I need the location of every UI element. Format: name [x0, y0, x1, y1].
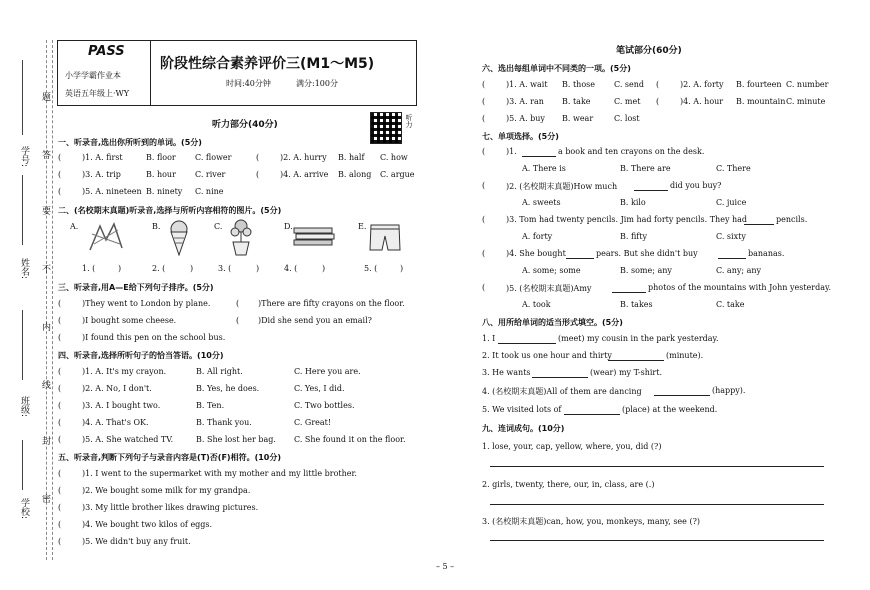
answer-blank: ) — [256, 264, 260, 273]
option-c: C. flower — [195, 153, 232, 162]
paren-open: ( — [58, 401, 62, 410]
paren-open: ( — [656, 97, 660, 106]
answer-blank[interactable]: 4. ( — [284, 264, 298, 273]
option-a: )4. A. hour — [680, 97, 724, 106]
picture-letter: D. — [284, 222, 293, 231]
option-c: C. Here you are. — [294, 367, 361, 376]
name-blank[interactable] — [22, 175, 23, 245]
written-heading: 笔试部分(60分) — [616, 46, 682, 56]
option-c: C. met — [614, 97, 641, 106]
option-c: C. She found it on the floor. — [294, 435, 406, 444]
paren-open: ( — [236, 299, 240, 308]
picture-letter: A. — [70, 222, 79, 231]
seal-char: 内 — [40, 322, 50, 331]
question-text: 2. It took us one hour and thirty — [482, 351, 612, 360]
option-a: )5. A. She watched TV. — [82, 435, 174, 444]
option-a: A. forty — [522, 232, 553, 241]
question-text: (minute). — [666, 351, 704, 360]
option-b: B. half — [338, 153, 365, 162]
option-a: )5. A. nineteen — [82, 187, 142, 196]
question-text: (wear) my T-shirt. — [590, 368, 663, 377]
qr-label: 听力 — [405, 114, 413, 128]
option-b: B. mountain — [736, 97, 786, 106]
question-text: (place) at the weekend. — [622, 405, 718, 414]
section-4-title: 四、听录音,选择所听句子的恰当答语。(10分) — [58, 351, 224, 360]
option-c: C. how — [380, 153, 408, 162]
question-text: (meet) my cousin in the park yesterday. — [558, 334, 719, 343]
sentence: )I found this pen on the school bus. — [82, 333, 226, 342]
series-name: 小学学霸作业本 — [65, 71, 121, 80]
option-b: B. ninety — [146, 187, 183, 196]
paren-open: ( — [482, 283, 486, 292]
fill-blank[interactable] — [564, 414, 620, 415]
question-text: 4. (名校期末真题)All of them are dancing — [482, 387, 642, 396]
seal-char: 答 — [40, 150, 50, 159]
answer-blank[interactable]: 1. ( — [82, 264, 96, 273]
sentence: )5. We didn't buy any fruit. — [82, 537, 191, 546]
paren-open: ( — [58, 153, 62, 162]
question-text: 1. lose, your, cap, yellow, where, you, did (?) — [482, 442, 662, 451]
option-c: C. argue — [380, 170, 415, 179]
paren-open: ( — [58, 367, 62, 376]
question-text: a book and ten crayons on the desk. — [558, 147, 705, 156]
option-c: C. juice — [716, 198, 747, 207]
question-text: bananas. — [748, 249, 785, 258]
header-divider — [150, 41, 151, 105]
answer-blank[interactable]: 3. ( — [218, 264, 232, 273]
paren-open: ( — [482, 97, 486, 106]
question-text: pears. But she didn't buy — [596, 249, 698, 258]
section-3-title: 三、听录音,用A—E给下列句子排序。(5分) — [58, 283, 214, 292]
section-7-title: 七、单项选择。(5分) — [482, 132, 559, 141]
option-c: C. minute — [786, 97, 826, 106]
paren-open: ( — [482, 147, 486, 156]
paren-open: ( — [656, 80, 660, 89]
question-text: 3. He wants — [482, 368, 531, 377]
option-a: )4. A. arrive — [280, 170, 329, 179]
paren-open: ( — [58, 333, 62, 342]
option-b: B. fourteen — [736, 80, 782, 89]
paren-open: ( — [482, 114, 486, 123]
fill-blank[interactable] — [612, 292, 646, 293]
paren-open: ( — [482, 249, 486, 258]
question-number: )1. — [506, 147, 517, 156]
exam-score: 满分:100分 — [296, 79, 338, 88]
seal-char: 封 — [40, 436, 50, 445]
option-b: B. take — [562, 97, 591, 106]
option-a: )2. A. No, I don't. — [82, 384, 152, 393]
option-b: B. kilo — [620, 198, 646, 207]
sentence: )2. We bought some milk for my grandpa. — [82, 486, 251, 495]
class-label: 班级: — [19, 396, 29, 418]
school-label: 学校: — [19, 498, 29, 520]
option-a: A. There is — [522, 164, 566, 173]
question-text: 2. girls, twenty, there, our, in, class, are (.) — [482, 480, 655, 489]
question-text: )2. (名校期末真题)How much — [506, 182, 618, 191]
answer-blank: ) — [322, 264, 326, 273]
section-9-title: 九、连词成句。(10分) — [482, 424, 565, 433]
option-a: )1. A. wait — [506, 80, 548, 89]
option-b: B. those — [562, 80, 595, 89]
answer-blank: ) — [400, 264, 404, 273]
fill-blank[interactable] — [522, 156, 556, 157]
listening-heading: 听力部分(40分) — [212, 120, 278, 130]
paren-open: ( — [58, 537, 62, 546]
answer-line[interactable] — [490, 466, 824, 467]
option-b: B. some; any — [620, 266, 672, 275]
exam-time: 时间:40分钟 — [226, 79, 271, 88]
paren-open: ( — [58, 316, 62, 325]
flower-pot-icon — [226, 218, 256, 256]
option-b: B. along — [338, 170, 372, 179]
fill-blank[interactable] — [654, 395, 710, 396]
option-b: B. floor — [146, 153, 176, 162]
sentence: )There are fifty crayons on the floor. — [258, 299, 405, 308]
option-b: B. takes — [620, 300, 653, 309]
paren-open: ( — [58, 435, 62, 444]
seal-char: 题 — [40, 92, 50, 101]
option-a: )4. A. That's OK. — [82, 418, 149, 427]
paren-open: ( — [482, 215, 486, 224]
option-a: A. took — [522, 300, 551, 309]
section-8-title: 八、用所给单词的适当形式填空。(5分) — [482, 318, 623, 327]
option-c: C. Yes, I did. — [294, 384, 345, 393]
option-a: A. some; some — [522, 266, 581, 275]
sentence: )4. We bought two kilos of eggs. — [82, 520, 213, 529]
answer-line[interactable] — [490, 504, 824, 505]
question-text: 3. (名校期末真题)can, how, you, monkeys, many, see (?) — [482, 517, 700, 526]
option-b: B. Ten. — [196, 401, 225, 410]
answer-blank: ) — [118, 264, 122, 273]
question-text: )5. (名校期末真题)Amy — [506, 284, 592, 293]
option-c: C. There — [716, 164, 751, 173]
question-text: 1. I — [482, 334, 496, 343]
question-text: pencils. — [776, 215, 808, 224]
option-b: B. She lost her bag. — [196, 435, 276, 444]
paren-open: ( — [58, 170, 62, 179]
question-text: did you buy? — [670, 181, 722, 190]
sentence: )I bought some cheese. — [82, 316, 177, 325]
brand-logo: PASS — [88, 44, 125, 59]
option-c: C. river — [195, 170, 226, 179]
qr-code-icon[interactable] — [370, 112, 402, 144]
paren-open: ( — [58, 299, 62, 308]
option-c: C. lost — [614, 114, 640, 123]
question-text: )3. Tom had twenty pencils. Jim had forty pencils. They had — [506, 215, 748, 224]
page-title: 阶段性综合素养评价三(M1～M5) — [160, 56, 375, 72]
question-text: (happy). — [712, 386, 746, 395]
fill-blank[interactable] — [718, 258, 746, 259]
page-number: – 5 – — [436, 562, 455, 571]
paren-open: ( — [58, 187, 62, 196]
option-a: )3. A. trip — [82, 170, 121, 179]
picture-letter: C. — [214, 222, 223, 231]
option-b: B. hour — [146, 170, 176, 179]
option-c: C. number — [786, 80, 829, 89]
picture-letter: E. — [358, 222, 367, 231]
seal-char: 不 — [40, 264, 50, 273]
fill-blank[interactable] — [532, 377, 588, 378]
option-a: )3. A. ran — [506, 97, 544, 106]
section-2-title: 二、(名校期末真题)听录音,选择与所听内容相符的图片。(5分) — [58, 206, 282, 215]
section-6-title: 六、选出每组单词中不同类的一项。(5分) — [482, 64, 631, 73]
option-a: )2. A. forty — [680, 80, 724, 89]
fill-blank[interactable] — [498, 343, 556, 344]
sentence: )3. My little brother likes drawing pictures. — [82, 503, 259, 512]
crayons-icon — [292, 224, 336, 250]
seal-char: 线 — [40, 380, 50, 389]
option-b: B. All right. — [196, 367, 243, 376]
paren-open: ( — [58, 486, 62, 495]
fill-blank[interactable] — [566, 258, 594, 259]
option-a: )5. A. buy — [506, 114, 545, 123]
question-text: photos of the mountains with John yesterday. — [648, 283, 831, 292]
option-b: B. Thank you. — [196, 418, 252, 427]
option-a: )3. A. I bought two. — [82, 401, 161, 410]
paren-open: ( — [482, 181, 486, 190]
answer-blank[interactable]: 2. ( — [152, 264, 166, 273]
answer-blank: ) — [190, 264, 194, 273]
shorts-icon — [368, 222, 402, 254]
fill-blank[interactable] — [744, 224, 774, 225]
option-c: C. sixty — [716, 232, 746, 241]
seal-char: 要 — [40, 206, 50, 215]
sentence: )1. I went to the supermarket with my mother and my little brother. — [82, 469, 357, 478]
option-b: B. fifty — [620, 232, 647, 241]
paren-open: ( — [58, 384, 62, 393]
option-c: C. any; any — [716, 266, 762, 275]
paren-open: ( — [482, 80, 486, 89]
question-text: 5. We visited lots of — [482, 405, 562, 414]
paren-open: ( — [58, 503, 62, 512]
sentence: )They went to London by plane. — [82, 299, 211, 308]
paren-open: ( — [256, 170, 260, 179]
number-blank[interactable] — [22, 60, 23, 135]
fill-blank[interactable] — [608, 360, 664, 361]
option-a: )2. A. hurry — [280, 153, 327, 162]
question-text: )4. She bought — [506, 249, 566, 258]
answer-line[interactable] — [490, 540, 824, 541]
school-blank[interactable] — [22, 440, 23, 490]
picture-letter: B. — [152, 222, 161, 231]
option-b: B. There are — [620, 164, 671, 173]
option-b: B. wear — [562, 114, 594, 123]
paren-open: ( — [58, 418, 62, 427]
section-5-title: 五、听录音,判断下列句子与录音内容是(T)否(F)相符。(10分) — [58, 453, 282, 462]
option-a: )1. A. It's my crayon. — [82, 367, 167, 376]
answer-blank[interactable]: 5. ( — [364, 264, 378, 273]
number-label: 学号: — [19, 146, 29, 168]
class-blank[interactable] — [22, 310, 23, 380]
name-label: 姓名: — [19, 258, 29, 280]
paren-open: ( — [236, 316, 240, 325]
option-a: A. sweets — [522, 198, 561, 207]
option-a: )1. A. first — [82, 153, 123, 162]
paren-open: ( — [58, 520, 62, 529]
option-b: B. Yes, he does. — [196, 384, 260, 393]
sentence: )Did she send you an email? — [258, 316, 372, 325]
ice-cream-icon — [166, 220, 192, 256]
paren-open: ( — [256, 153, 260, 162]
drawing-picture-icon — [86, 220, 126, 254]
seal-char: 密 — [40, 494, 50, 503]
fill-blank[interactable] — [634, 190, 668, 191]
option-c: C. take — [716, 300, 745, 309]
book-name: 英语五年级上·WY — [65, 89, 130, 98]
option-c: C. send — [614, 80, 645, 89]
option-c: C. Two bottles. — [294, 401, 355, 410]
option-c: C. Great! — [294, 418, 332, 427]
paren-open: ( — [58, 469, 62, 478]
option-c: C. nine — [195, 187, 224, 196]
section-1-title: 一、听录音,选出你所听到的单词。(5分) — [58, 138, 202, 147]
binding-line — [46, 40, 47, 560]
binding-line — [52, 40, 53, 560]
